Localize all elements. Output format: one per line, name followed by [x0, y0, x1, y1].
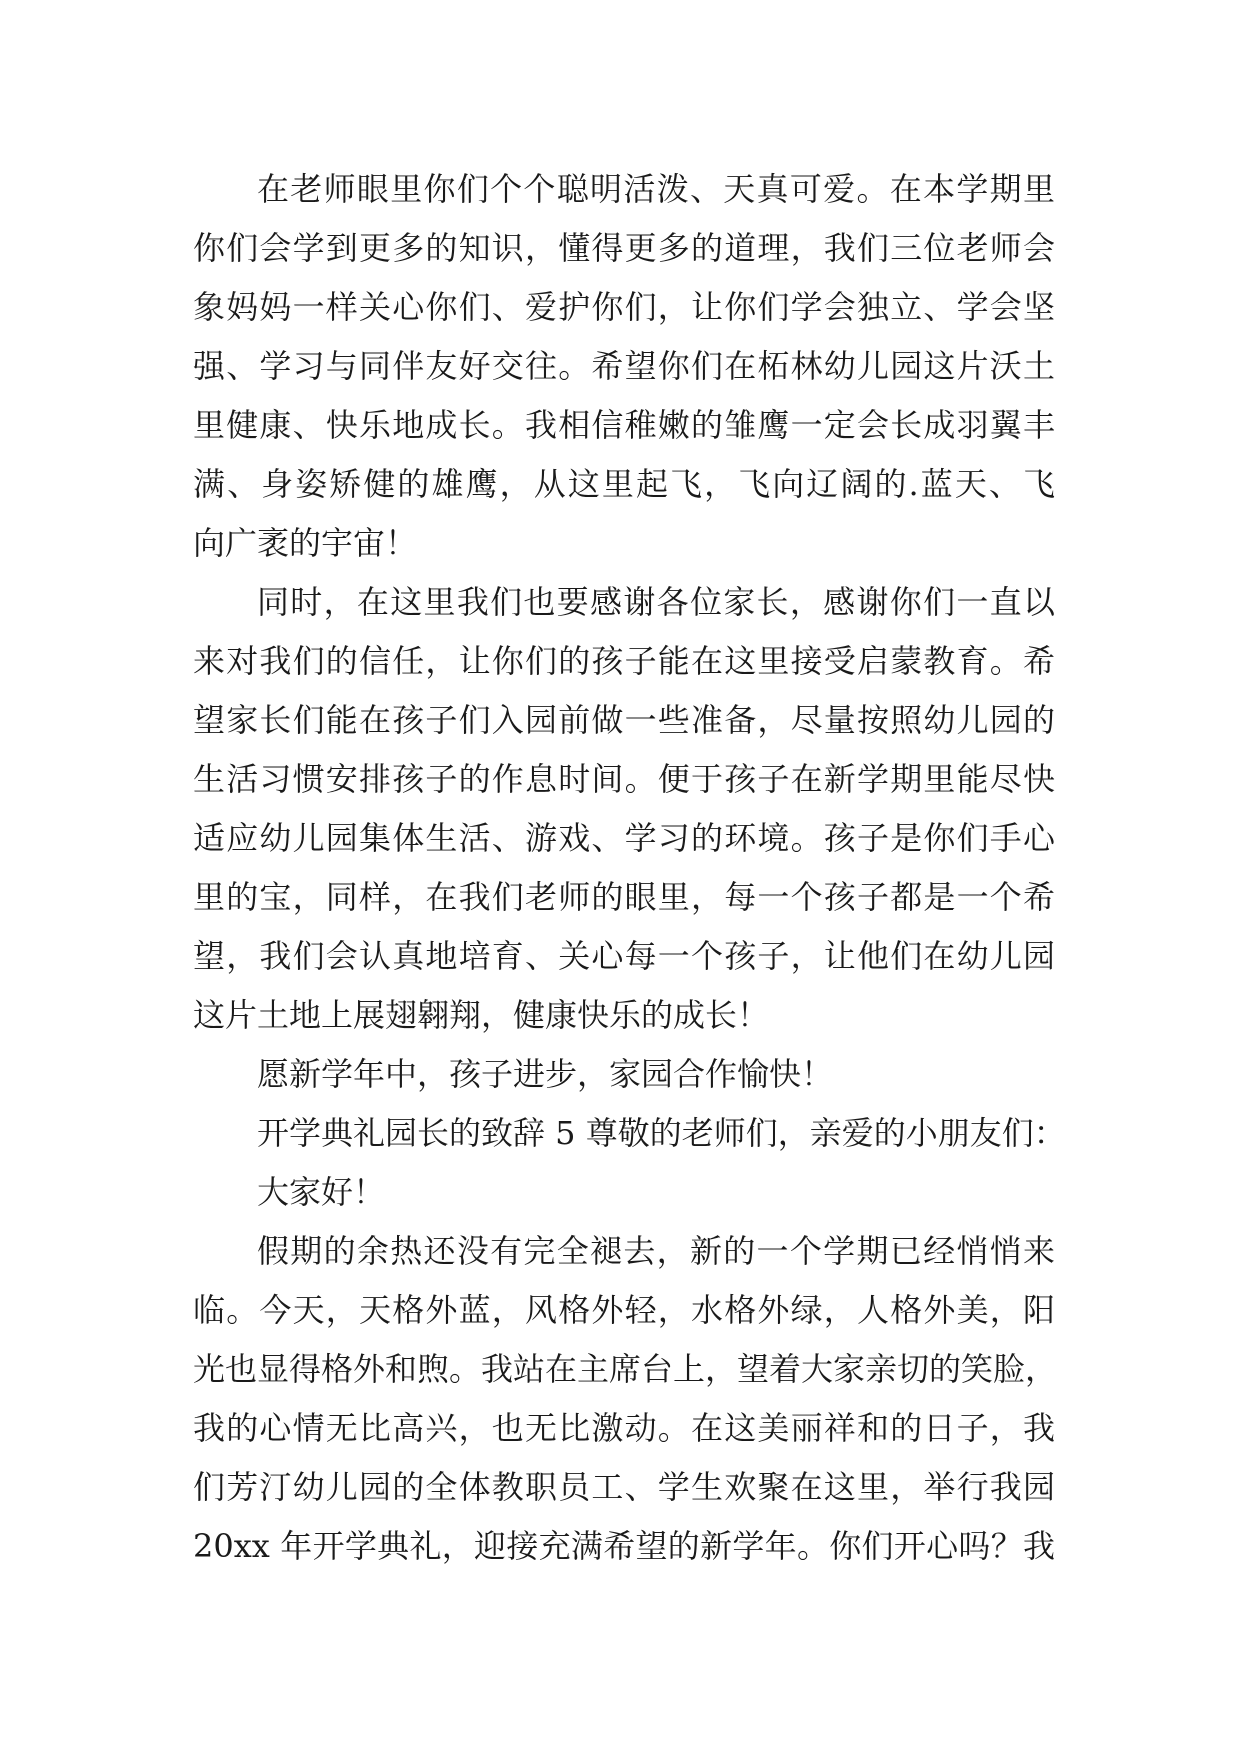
text-line: 们芳汀幼儿园的全体教职员工、学生欢聚在这里，举行我园	[193, 1468, 1055, 1506]
text-line: 20xx 年开学典礼，迎接充满希望的新学年。你们开心吗？我	[193, 1527, 1055, 1565]
text-line: 假期的余热还没有完全褪去，新的一个学期已经悄悄来	[257, 1232, 1055, 1270]
text-line: 光也显得格外和煦。我站在主席台上，望着大家亲切的笑脸，	[193, 1350, 1058, 1388]
text-line: 愿新学年中，孩子进步，家园合作愉快！	[257, 1055, 834, 1093]
text-line: 临。今天，天格外蓝，风格外轻，水格外绿，人格外美，阳	[193, 1291, 1055, 1329]
text-line: 在老师眼里你们个个聪明活泼、天真可爱。在本学期里	[257, 170, 1055, 208]
text-line: 强、学习与同伴友好交往。希望你们在柘林幼儿园这片沃土	[193, 347, 1055, 385]
text-line: 生活习惯安排孩子的作息时间。便于孩子在新学期里能尽快	[193, 760, 1055, 798]
text-line: 望，我们会认真地培育、关心每一个孩子，让他们在幼儿园	[193, 937, 1055, 975]
text-line: 同时，在这里我们也要感谢各位家长，感谢你们一直以	[257, 583, 1055, 621]
text-line: 我的心情无比高兴，也无比激动。在这美丽祥和的日子，我	[193, 1409, 1055, 1447]
text-line: 来对我们的信任，让你们的孩子能在这里接受启蒙教育。希	[193, 642, 1055, 680]
text-line: 开学典礼园长的致辞 5 尊敬的老师们，亲爱的小朋友们：	[257, 1114, 1066, 1152]
text-line: 望家长们能在孩子们入园前做一些准备，尽量按照幼儿园的	[193, 701, 1055, 739]
text-line: 这片土地上展翅翱翔，健康快乐的成长！	[193, 996, 770, 1034]
text-line: 里的宝，同样，在我们老师的眼里，每一个孩子都是一个希	[193, 878, 1055, 916]
text-line: 里健康、快乐地成长。我相信稚嫩的雏鹰一定会长成羽翼丰	[193, 406, 1055, 444]
text-line: 适应幼儿园集体生活、游戏、学习的环境。孩子是你们手心	[193, 819, 1055, 857]
document-body	[193, 160, 1066, 1576]
text-line: 象妈妈一样关心你们、爱护你们，让你们学会独立、学会坚	[193, 288, 1055, 326]
text-line: 大家好！	[257, 1173, 386, 1211]
text-line: 你们会学到更多的知识，懂得更多的道理，我们三位老师会	[193, 229, 1055, 267]
text-line: 满、身姿矫健的雄鹰，从这里起飞，飞向辽阔的.蓝天、飞	[193, 465, 1055, 503]
text-line: 向广袤的宇宙！	[193, 524, 418, 562]
